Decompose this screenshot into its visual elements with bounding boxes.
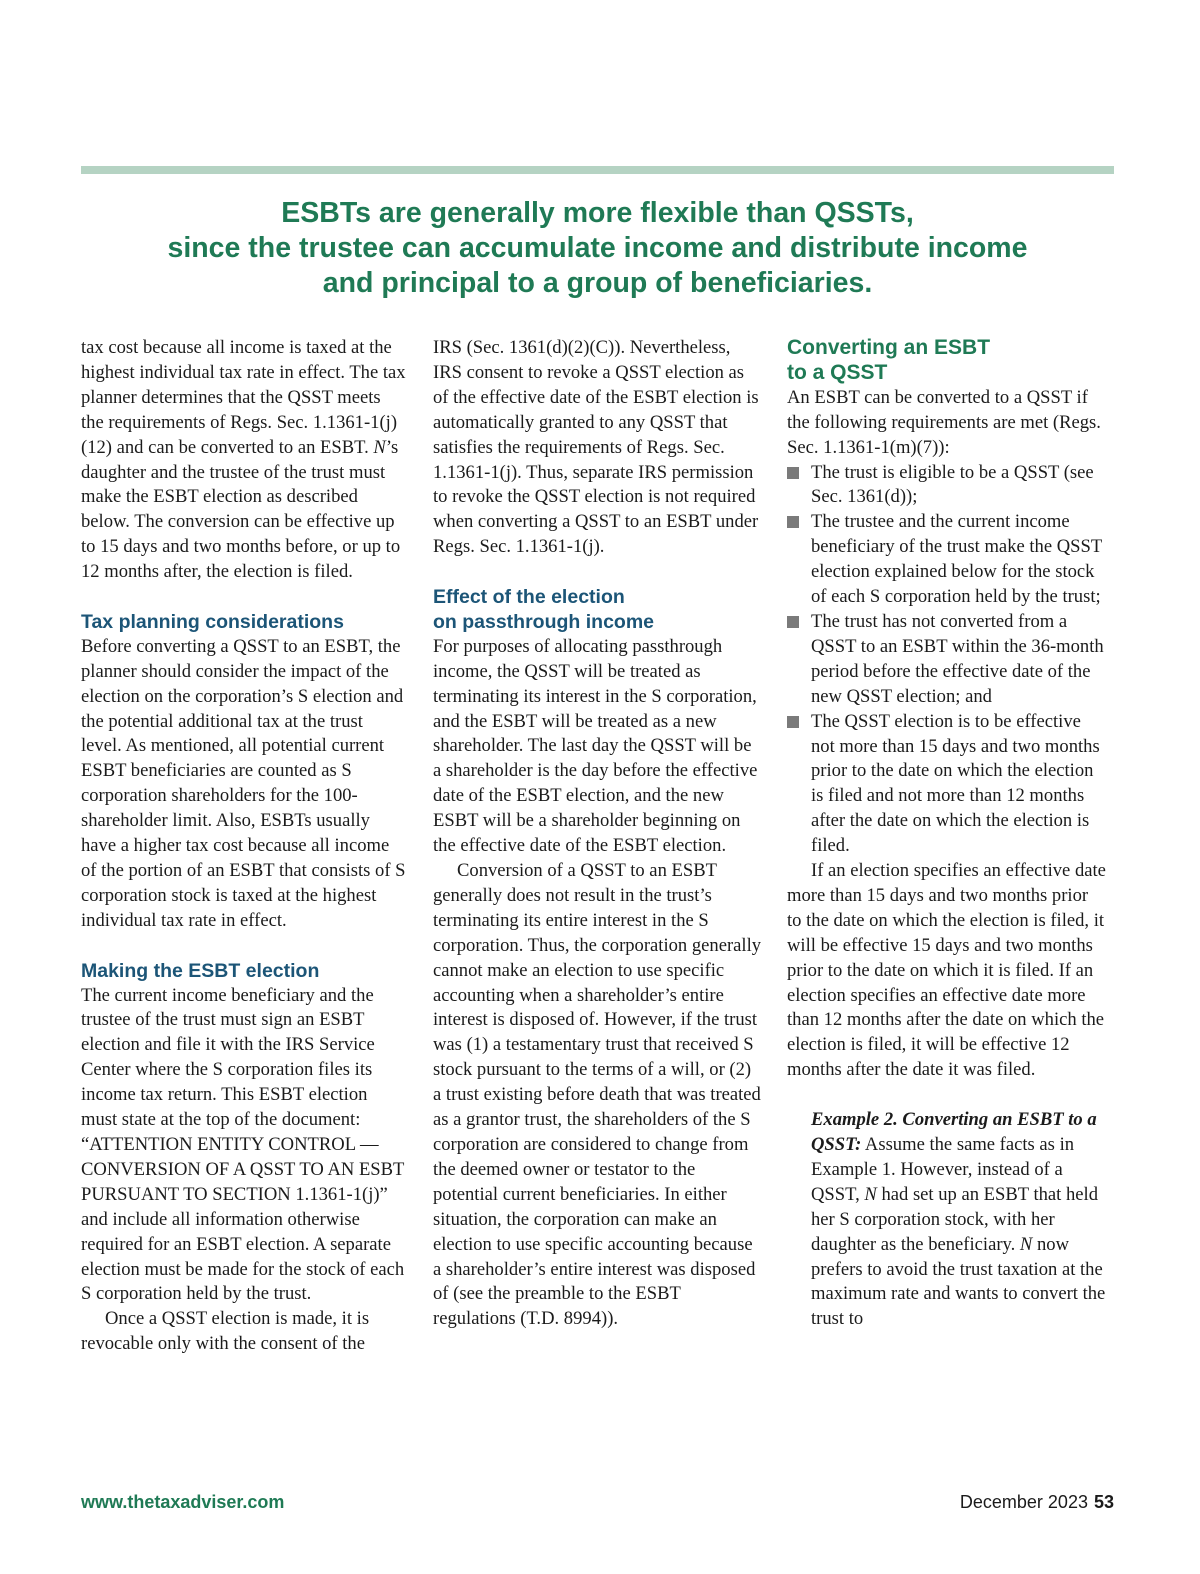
list-item-text: The trust is eligible to be a QSST (see Sec. 1361(d)); <box>811 461 1094 508</box>
heading-line: to a QSST <box>787 360 888 384</box>
top-rule <box>81 166 1114 174</box>
column-3 <box>787 336 1107 1332</box>
section-heading-making-election: Making the ESBT election <box>81 959 320 982</box>
footer-url: www.thetaxadviser.com <box>81 1492 285 1512</box>
paragraph-text: tax cost because all income is taxed at the highest individual tax rate in effect. The tax planner determines that the QSST meets the requirements of Regs. Sec. 1.1361-1(j)(12) and can be converted to an ESBT. <box>81 337 406 458</box>
page-number: 53 <box>1093 1492 1114 1512</box>
list-item-text: The trust has not converted from a QSST to an ESBT within the 36-month period before the effective date of the new QSST election; and <box>811 610 1104 707</box>
column-1 <box>81 336 408 1357</box>
column-2 <box>433 336 763 1332</box>
section-heading-converting <box>787 336 1107 386</box>
square-bullet-icon <box>787 716 799 728</box>
heading-line: Converting an ESBT <box>787 336 991 359</box>
example-text: now prefers to avoid the trust taxation at the maximum rate and wants to convert the trust to <box>811 1233 1106 1330</box>
section-heading-tax-planning: Tax planning considerations <box>81 610 344 633</box>
list-item <box>787 461 1107 511</box>
example-title: Example 2. Converting an ESBT to a QSST: <box>811 1109 1097 1155</box>
pull-quote-line: and principal to a group of beneficiaries. <box>322 267 873 299</box>
italic-name: N <box>373 436 386 458</box>
pull-quote-line: ESBTs are generally more flexible than QSSTs, <box>281 197 914 229</box>
requirements-list <box>787 461 1107 860</box>
example-text: had set up an ESBT that held her S corporation stock, with her daughter as the beneficiary. <box>811 1183 1098 1255</box>
paragraph: If an election specifies an effective date more than 15 days and two months prior to the date on which the election is filed, it will be effective 15 days and two months prior to the date on which it is filed. If an election specifies an effective date more than 12 months after the date on which the election is filed, it will be effective 12 months after the date it was filed. <box>787 860 1106 1081</box>
list-item <box>787 710 1107 859</box>
paragraph: Before converting a QSST to an ESBT, the planner should consider the impact of the election on the corporation’s S election and the potential additional tax at the trust level. As mentioned, all potential current ESBT beneficiaries are counted as S corporation shareholders for the 100-shareholder limit. Also, ESBTs usually have a higher tax cost because all income of the portion of an ESBT that consists of S corporation stock is taxed at the highest individual tax rate in effect. <box>81 635 406 931</box>
square-bullet-icon <box>787 516 799 528</box>
paragraph: Once a QSST election is made, it is revocable only with the consent of the <box>81 1308 370 1355</box>
paragraph: Conversion of a QSST to an ESBT generally does not result in the trust’s terminating its entire interest in the S corporation. Thus, the corporation generally cannot make an election to use specific accounting when a shareholder’s entire interest is disposed of. However, if the trust was (1) a testamentary trust that received S stock pursuant to the terms of a will, or (2) a trust existing before death that was treated as a grantor trust, the shareholders of the S corporation are considered to change from the deemed owner or testator to the potential current beneficiaries. In either situation, the corporation can make an election to use specific accounting because a shareholder’s entire interest was disposed of (see the preamble to the ESBT regulations (T.D. 8994)). <box>433 860 762 1330</box>
square-bullet-icon <box>787 467 799 479</box>
paragraph: The current income beneficiary and the trustee of the trust must sign an ESBT election and file it with the IRS Service Center where the S corporation files its income tax return. This ESBT election must state at the top of the document: “ATTENTION ENTITY CONTROL — CONVERSION OF A QSST TO AN ESBT PURSUANT TO SECTION 1.1361-1(j)” and include all information otherwise required for an ESBT election. A separate election must be made for the stock of each S corporation held by the trust. <box>81 984 405 1305</box>
heading-line: on passthrough income <box>433 610 655 633</box>
italic-name: N <box>864 1183 877 1205</box>
list-item-text: The QSST election is to be effective not more than 15 days and two months prior to the date on which the election is filed and not more than 12 months after the date on which the election is filed. <box>811 710 1100 857</box>
paragraph: An ESBT can be converted to a QSST if the following requirements are met (Regs. Sec. 1.1361-1(m)(7)): <box>787 386 1101 458</box>
paragraph <box>81 336 408 585</box>
footer-date: December 2023 <box>959 1492 1088 1512</box>
pull-quote <box>81 196 1114 301</box>
example-text: Assume the same facts as in Example 1. However, instead of a QSST, <box>811 1133 1075 1205</box>
example-box <box>787 1108 1107 1332</box>
square-bullet-icon <box>787 616 799 628</box>
heading-line: Effect of the election <box>433 586 625 609</box>
pull-quote-line: since the trustee can accumulate income and distribute income <box>167 232 1028 264</box>
italic-name: N <box>1019 1233 1033 1255</box>
list-item <box>787 510 1107 610</box>
paragraph: For purposes of allocating passthrough income, the QSST will be treated as terminating its interest in the S corporation, and the ESBT will be treated as a new shareholder. The last day the QSST will be a shareholder is the day before the effective date of the ESBT election, and the new ESBT will be a shareholder beginning on the effective date of the ESBT election. <box>433 635 758 857</box>
list-item-text: The trustee and the current income beneficiary of the trust make the QSST election explained below for the stock of each S corporation held by the trust; <box>811 511 1102 608</box>
list-item <box>787 610 1107 710</box>
paragraph-text: ’s daughter and the trustee of the trust must make the ESBT election as described below. The conversion can be effective up to 15 days and two months before, or up to 12 months after, the election is filed. <box>81 436 401 583</box>
footer-date-page <box>960 1492 1114 1513</box>
paragraph: IRS (Sec. 1361(d)(2)(C)). Nevertheless, IRS consent to revoke a QSST election as of the effective date of the ESBT election is automatically granted to any QSST that satisfies the requirements of Regs. Sec. 1.1361-1(j). Thus, separate IRS permission to revoke the QSST election is not required when converting a QSST to an ESBT under Regs. Sec. 1.1361-1(j). <box>433 337 759 558</box>
section-heading-effect <box>433 585 763 635</box>
